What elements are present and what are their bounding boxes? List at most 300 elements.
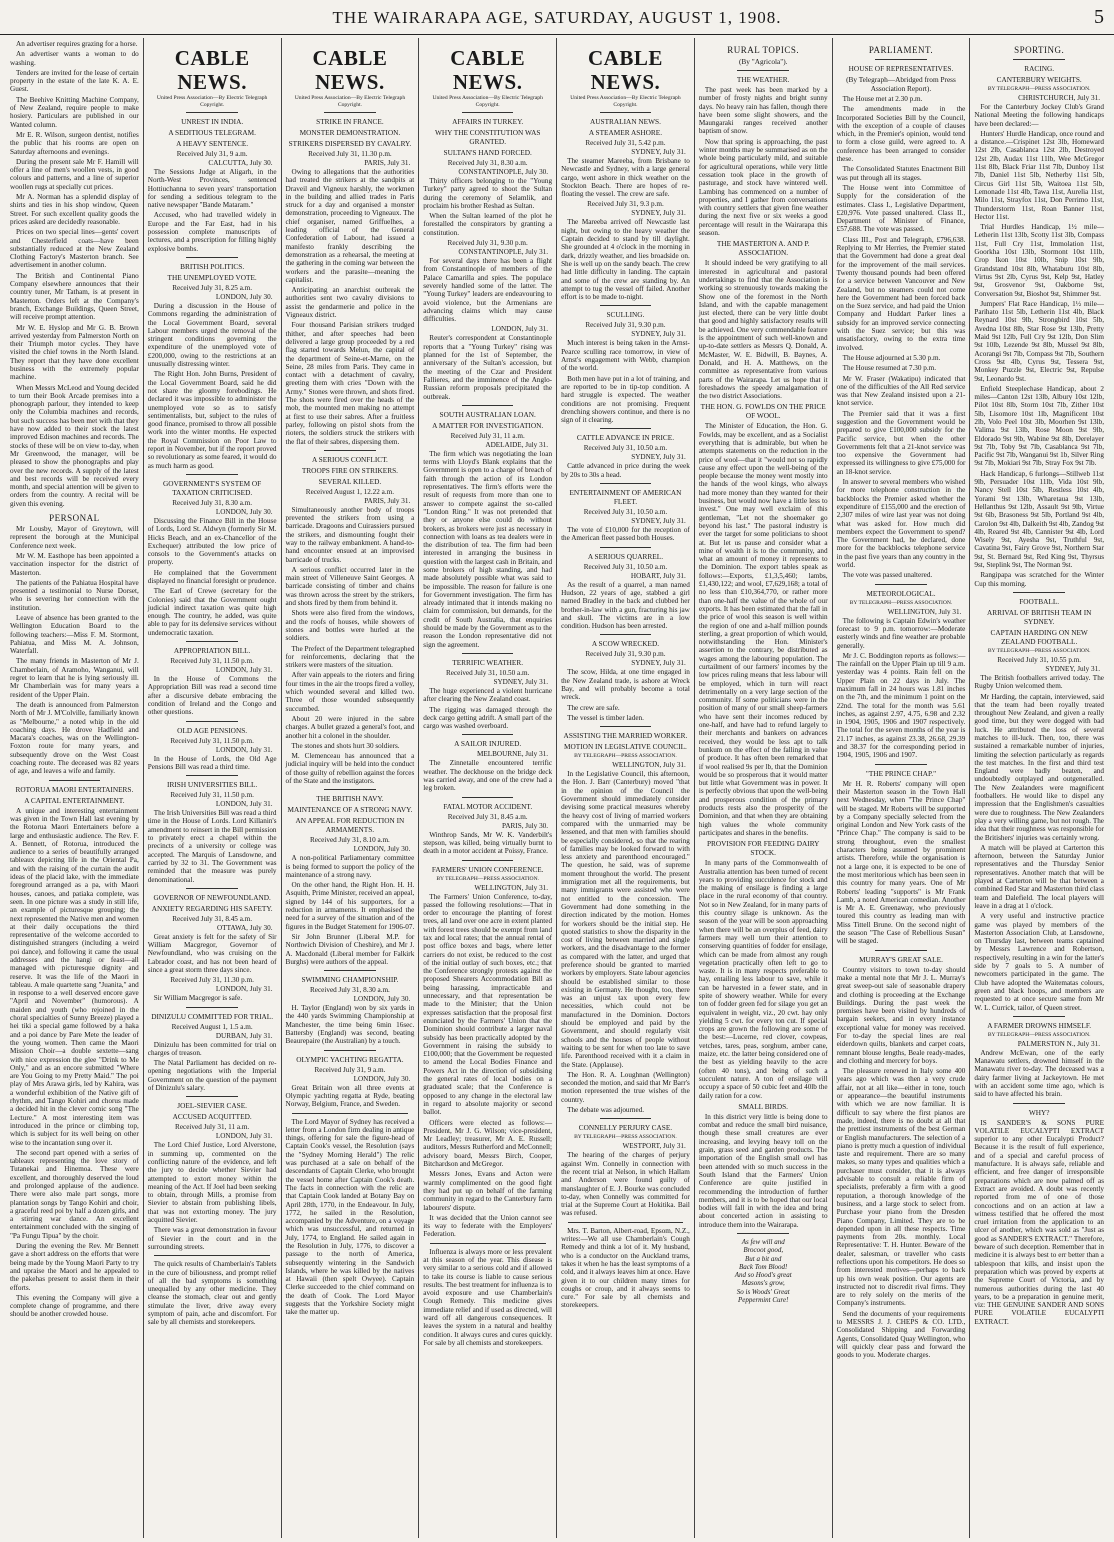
article-heading: THE WEATHER. [736, 75, 790, 84]
divider [186, 775, 238, 776]
article-heading: UNREST IN INDIA. [181, 117, 244, 126]
notice: During the present sale Mr F. Hamill will offer a line of men's woollen vests, in good colours and patterns, and a line of superior woollen rugs at specially cut prices. [10, 157, 139, 191]
article-paragraph: Mr H. R. Roberts' company will open their Masterton season in the Town Hall next Wednesday, when "The Prince Chap" will be staged. Mr Roberts will be supported by a Company specially selected from the original London and New York casts of the "Prince Chap." The company is said to be strong throughout, even the smallest characters being assumed by prominent artists. Therefore, while the organisation is not a large one, it is expected to be one of the most meritorious which has been seen in this country for many years. One of Mr Roberts' leading "supports" is Mr Frank Lamb, a noted American comedian. Another is Mr A. E. Greenaway, who previously toured this country as leading man with Miss Tittell Brune. On the second night of the season "The Case of Rebellious Susan" will be staged. [836, 779, 966, 946]
notice: Mr E. R. Wilson, surgeon dentist, notifies the public that his rooms are open on Saturday afternoons and evenings. [10, 130, 139, 156]
advertisement: The quick results of Chamberlain's Tablets in the cure of biliousness, and prompt relief of all the bad symptoms is something unequalled by any other medicine. They cleanse the stomach, clear out and gently stimulate the liver, drive away every symptom of pain, ache and discomfort. For sale by all chemists and storekeepers. [147, 1260, 277, 1327]
article-heading: SMALL BIRDS. [738, 1101, 789, 1111]
personal-item: The death is announced from Palmerston North of Mr J. M'Colville, familiarly known as "Melbourne," a noted whip in the old coaching days. He drove Hadfield and Macara's coaches, was on the Wellington-Foxton route for many years, and subsequently drove on the West Coast coaching route. The deceased was 82 years of age, and leaves a wife and family. [10, 700, 139, 776]
divider [324, 450, 376, 451]
received-line: Received July 31, 11.30 p.m. [170, 976, 254, 985]
article-subheading: A HEAVY SENTENCE. [176, 139, 249, 148]
article-heading: WHY? [1028, 1107, 1050, 1117]
article-heading: GOVERNOR OF NEWFOUNDLAND. [153, 892, 271, 902]
dateline: PALMERSTON N., July 31. [1017, 1039, 1100, 1048]
article-heading: A SERIOUS QUARREL. [587, 551, 664, 561]
article-paragraph: The hearing of the charges of perjury against Wm. Connelly in connection with the recent trial at Nelson, in which Hallam and Anderson were found guilty of manslaughter of E. J. Bourke was concluded to-day, when Connelly was committed for trial at the Supreme Court at Hokitika. Bail was refused. [561, 1151, 690, 1218]
article-heading: TERRIFIC WEATHER. [452, 657, 524, 667]
article-heading: A SCOW WRECKED. [591, 639, 660, 649]
article-heading: DINIZULU COMMITTED FOR TRIAL. [151, 1011, 274, 1021]
column-5 [557, 38, 695, 1538]
dateline: LONDON, July 30. [353, 845, 411, 854]
article-paragraph: Shots were also fired from the windows, and the roofs of houses, while showers of stones and bottles were hurled at the soldiers. [285, 609, 415, 643]
article-paragraph: This evening the Company will give a complete change of programme, and there should be another crowded house. [10, 1293, 139, 1319]
article-heading: FOOTBALL. [1019, 596, 1060, 606]
advertisement: Send the documents of your requirements to MESSRS J. J. CHEPS & CO. LTD., Consolidated Shipping and Forwarding Agents, Consolidated Quay Wellington, who will quickly clear pass and forward the goods to you. Moderate charges. [836, 1309, 966, 1360]
advertisement: IS SANDER'S & SONS PURE VOLATILE EUCALYPTI EXTRACT superior to any other Eucalypti Product? Because it is the result of full experience, and of a special and careful process of manufacture. It is always safe, reliable and efficient, and free danger of irresponsible preparations which are now palmed off as Extract are avoided. A doubt was recently reported from me of one of those concoctions and on an action at law a witness testified that he offered the most cruel irritation from the application to an ulcer of another, which was sold as "Just as good as SANDER'S EXTRACT." Therefore, beware of such deception. Remember that in medicine it is always best to err better than a tablespoon that kills, and insist upon the preparation which was proved by experts at the Supreme Court of Victoria, and by numerous authorities during the last 40 years, to be a preparation in genuine merit, viz: THE GENUINE SANDER AND SONS PURE VOLATILE EUCALYPTI EXTRACT. [974, 1118, 1104, 1326]
divider [186, 1096, 238, 1097]
article-paragraph: Thirty officers belonging to the "Young Turkey" party agreed to shoot the Sultan during the ceremony of Selamlik, and proclaim his brother Reshad as Sultan. [423, 177, 553, 210]
divider [324, 789, 376, 790]
article-heading: AFFAIRS IN TURKEY. [452, 117, 524, 126]
advertisement: Influenza is always more or less prevalent at this season of the year. This disease is very similar to a serious cold and if allowed to take its course is liable to cause serious results. The best treatment for influenza is to avoid exposure and use Chamberlain's Cough Remedy. This medicine gives immediate relief and if used as directed, will ward off all dangerous consequences. It leaves the system in a natural and healthy condition. It always cures and cures quickly. For sale by all chemists and storekeepers. [423, 1247, 553, 1347]
article-heading: A SAILOR INJURED. [454, 739, 522, 749]
article-paragraph: The Sessions Judge at Aligarh, in the North-West Provinces, sentenced Hottiuchanna to seven years' transportation for sending a seditious telegram to the native newspaper "Bande Mataram." [147, 168, 277, 210]
dateline: CALCUTTA, July 30. [208, 159, 273, 167]
article-heading: CONNELLY PERJURY CASE. [578, 1123, 673, 1133]
dateline: LONDON, July 31. [215, 800, 273, 809]
received-line: Received July 31, 11.30 p.m. [308, 150, 392, 158]
article-subheading: A CAPITAL ENTERTAINMENT. [24, 795, 125, 805]
telegraph-credit: BY TELEGRAPH—PRESS ASSOCIATION. [987, 86, 1091, 92]
wire-credit: United Press Association—By Electric Telegraph Copyright. [432, 95, 543, 108]
article-heading: THE BRITISH NAVY. [316, 794, 384, 804]
article-paragraph: Great anxiety is felt for the safety of Sir William Macgregor, Governor of Newfoundland, who was cruising on the Labrador coast, and has not been heard of since a great storm three days since. [147, 932, 277, 974]
article-paragraph: Now that spring is approaching, the past winter months may be summarised as on the whole being particularly mild, and suitable for agricultural operations, while very little cessation took place in the growth of pasturage, and stock have wintered well. Lambing has commenced on a number of properties, and I gather from conversations with country settlers that given fine weather during the next five or six weeks a good percentage will result in the Wairarapa this season. [698, 137, 828, 238]
article-paragraph: In many parts of the Commonwealth of Australia attention has been turned of recent years to providing succulence for stock and the making of ensilage is finding a large place in the rural economy of that country. Not so in New Zealand, for in many parts of this country silage is unknown. As the season of the year will be soon approaching when there will be an overplus of feed, dairy farmers may well turn their attention to conserving quantities of fodder for ensilage, which can be made from almost any rough vegetation practically often left to go to waste. It is in many respects preferable to hay, entailing less labour to save, while it can be harvested in a fewer state, and in spite of showery weather. While for every ton of fodder green fed for silage you get an equivalent in weight, viz., 20 cwt. hay only yielding 5 cwt. for every ton cut. If special crops are grown the following are some of the best:—Lucerne, red clover, cowpeas, vetches, tares, peas, sorghum, amber cane, maize, etc. the latter being considered one of the best as yielding heavily to the acre (often 40 tons), and being of such a succulent nature. A ton of ensilage will occupy a space of 50 cubic feet and 40lb the daily ration for a cow. [698, 859, 828, 1100]
article-paragraph: Dinizulu has been committed for trial on charges of treason. [147, 1040, 277, 1057]
article-heading: METEOROLOGICAL. [866, 588, 936, 598]
article-subheading: SULTAN'S HAND FORCED. [443, 148, 532, 157]
notice: When Messrs McLeod and Young decided to turn their Book Arcade premises into a phonograph parlour, they intended to keep only the Columbia machines and records, but such success has been met with that they have now added to their stock the latest improved Edison machines and records. The stocks of these will be on view to-day, when Mr Greenwood, the manager, will be pleased to show the phonographs and play over the new records. A supply of the latest and best records will be received every month, and special attention will be given to orders from the country. A recital will be given this evening. [10, 383, 139, 508]
masthead-title: THE WAIRARAPA AGE, SATURDAY, AUGUST 1, 1908. [332, 8, 782, 27]
divider [875, 950, 927, 951]
article-heading: "THE PRINCE CHAP." [865, 768, 937, 778]
article-paragraph: It was decided that the Union cannot see its way to federate with the Employers' Federation. [423, 1213, 553, 1239]
article-paragraph: Great Britain won all three events at Olympic yachting regatta at Ryde, beating Norway, Belgium, France, and Sweden. [285, 1083, 415, 1109]
article-paragraph: During a discussion in the House of Commons regarding the administration of the Local Government Board, several Labour members urged the removal of the stringent conditions governing the expenditure of the unemployed vote of £200,000, owing to the restrictions at an unusually distressing winter. [147, 301, 277, 369]
column-3 [282, 38, 420, 1538]
received-line: Received July 31, 11.50 p.m. [170, 657, 254, 666]
divider [600, 726, 652, 727]
column-1 [6, 38, 144, 1538]
dateline: SYDNEY, July 31. [631, 517, 686, 526]
received-line: Received July 31, 8.45 a.m. [447, 812, 528, 821]
dateline: SYDNEY, July 31. [493, 677, 549, 686]
byline: (By "Agricola"). [738, 57, 788, 66]
column-4 [419, 38, 557, 1538]
dateline: LONDON, July 31. [215, 985, 273, 994]
dateline: SYDNEY, July 31. [631, 209, 686, 218]
article-paragraph: Cattle advanced in price during the week by 20s to 30s a head. [561, 462, 690, 479]
article-paragraph: The House adjourned at 5.30 p.m. [842, 353, 941, 362]
article-heading: APPROPRIATION BILL. [173, 646, 251, 656]
divider [462, 797, 514, 798]
byline: (By Telegraph—Abridged from Press Association Report). [846, 75, 956, 93]
received-line: Received July 31, 9.3 p.m. [587, 200, 664, 209]
divider [462, 860, 514, 861]
received-line: Received July 31, 9.30 p.m. [585, 650, 666, 659]
article-subheading: WHY THE CONSTITUTION WAS GRANTED. [434, 128, 541, 146]
column-6 [695, 38, 833, 1538]
article-paragraph: In the House of Lords, the Old Age Pensions Bill was read a third time. [147, 754, 277, 771]
dateline: WELLINGTON, July 31. [887, 607, 962, 616]
notice: Mr W. E. Hyslop and Mr G. B. Brown arrived yesterday from Palmerston North on their Triumph motor cycles. They have visited the chief towns in the North Island. They report that they have done excellent business with the extremely popular machine. [10, 323, 139, 382]
article-paragraph: Sir John Brunner (Liberal M.P. for Northwich Division of Cheshire), and Mr J. A. Macdonald (Liberal member for Falkirk Burghs) were authors of the appeal. [285, 932, 415, 966]
received-line: Received July 31, 11 a.m. [450, 431, 525, 440]
divider [600, 634, 652, 635]
dateline: SYDNEY, July 31. [631, 330, 686, 339]
divider [186, 1007, 238, 1008]
article-paragraph: The House met at 2.30 p.m. [842, 95, 923, 103]
received-line: Received July 31, 10.50 a.m. [583, 508, 668, 517]
received-line: Received July 31, 9.30 p.m. [585, 321, 666, 330]
dateline: PARIS, July 31. [364, 496, 411, 505]
notice: Mr A. Norman has a splendid display of shirts and ties in his shop window, Queen Street. For such excellent quality goods the prices asked are decidedly reasonable. [10, 193, 139, 226]
article-paragraph: Trial Hurdles Handicap, 1½ mile—Letherin 11st 13lb, Scotty 11st 3lb, Compass 11st, Full Cry 11st, Immolation 11st, Goorkha 10st 13lb, Stormont 10st 11lb, Crop Ikon 10st 10lb, Snip 10st 9lb, Grandstand 10st 8lb, Whataburu 10st 8lb, Virtus 9st 2lb, Cyrus 9st, Kelp 9st, Hatley 9st, Grosvenor 9st, Oakborne 9st, Conversation 9st, Bioshot 9st, Shimmer 9st. [974, 223, 1104, 298]
article-paragraph: The Farmers' Union Conference, to-day, passed the following resolutions:—That in order to encourage the planting of forest trees, all land over one acre in extent planted with forest trees should be exempt from land tax and local rates; that the annual rental of post office boxes and bags, where letter carriers do not exist, be reduced to the cost of the initial outlay of such boxes, etc.; that the Conference strongly protests against the proposed Shearers Accommodation Bill as being harassing, impracticable and unnecessary, and that representation be made to the Minister; that the Union expresses satisfaction that the proposal first enunciated by the Farmers' Union that the Dominion should contribute a larger naval subsidy has been practically adopted by the Government in raising the subsidy to £100,000; that the Government be requested to amend the Local Bodies Finance and Powers Act in the direction of subsidising the general rates of local bodies on a graduated scale; that the Conference is opposed to any change in the electoral law in regard to absolute majority or second ballot. [423, 892, 553, 1117]
notice: Tenders are invited for the lease of certain property in the estate of the late K. A. E. Guest. [10, 68, 139, 94]
article-heading: THE HON. G. FOWLDS ON THE PRICE OF WOOL. [700, 402, 826, 421]
article-paragraph: The following is Captain Edwin's weather forecast to 9 p.m. tomorrow:—Moderate easterly winds and fine weather are probable generally. [836, 616, 966, 650]
article-paragraph: A non-political Parliamentary committee is being formed to support the policy of the maintenance of a strong navy. [285, 854, 415, 879]
divider [49, 780, 101, 781]
article-paragraph: In this district very little is being done to combat and reduce the small bird nuisance, though these small creatures are ever increasing, and levying heavy toll on the grain, grass seed and garden products. The importation of the English small owl has been attended with so much success in the South Island that the Farmers' Union Conference are quite justified in recommending the introduction of further members, and it is to be hoped that our local bodies will fall in with the idea and bring about concerted action in assisting to introduce them into the Wairarapa. [698, 1112, 828, 1229]
dateline: PARIS, July 30. [501, 821, 549, 830]
article-paragraph: Owing to allegations that the authorities had treated the strikers at the sandpits at Draveil and Vigneux harshly, the workmen in the building and allied trades in Paris struck for a day and organised a monster demonstration, proceeding to Vigneaux. The chief organiser, named Griffuelhes, a leading official of the General Confederation of Labour, had issued a manifesto frankly describing the demonstration as a rehearsal, the meeting at the gathering in the coming war between the workers and the parasite—meaning the capitalist. [285, 168, 415, 284]
article-paragraph: About 20 were injured in the sabre charges. A bullet grazed a general's foot, and another hit a colonel in the shoulder. [285, 714, 415, 740]
divider [462, 734, 514, 735]
divider [324, 112, 376, 113]
article-heading: OLD AGE PENSIONS. [177, 725, 248, 735]
dateline: WELLINGTON, July 31. [474, 883, 549, 892]
article-paragraph: M. Clemenceau has announced that a judicial inquiry will be held into the conduct of those guilty of rebellion against the forces of the State and the instigators. [285, 752, 415, 785]
cable-news-heading: CABLE NEWS. [174, 46, 250, 94]
wire-credit: United Press Association—By Electric Telegraph Copyright. [294, 95, 406, 108]
article-paragraph: The Consolidated Statutes Enactment Bill was put through all its stages. [836, 165, 966, 182]
telegraph-credit: BY TELEGRAPH—PRESS ASSOCIATION. [436, 875, 540, 882]
article-paragraph: Officers were elected as follows:—President, Mr J. G. Wilson; vice-president, Mr Leadley; treasurer, Mr A. E. Russell; auditors, Messrs Rutherford and McConnell; advisory board, Messrs Birch, Cooper, Bitchardson and McGregor. [423, 1118, 553, 1169]
dateline: SYDNEY, July 31. [1045, 664, 1100, 673]
column-8 [970, 38, 1108, 1538]
article-subheading: A STEAMER ASHORE. [588, 128, 663, 137]
article-paragraph: Rangipapa was scratched for the Winter Cup this morning. [974, 571, 1104, 588]
dateline: OTTAWA, July 30. [216, 923, 273, 932]
received-line: Received July 31, 8.30 a.m. [447, 159, 528, 167]
article-subheading: A MATTER FOR INVESTIGATION. [432, 420, 544, 430]
article-paragraph: The Prefect of the Department telegraphed for reinforcements, declaring that the strikers were masters of the situation. [285, 644, 415, 670]
received-line: Received July 31, 10.50 a.m. [583, 444, 668, 453]
divider [600, 428, 652, 429]
article-subheading: ACCUSED ACQUITTED. [172, 1112, 252, 1122]
divider [462, 405, 514, 406]
divider [600, 547, 652, 548]
divider [600, 305, 652, 306]
dateline: LONDON, July 31. [491, 325, 549, 334]
received-line: Received July 31, 5.42 p.m. [585, 139, 666, 147]
dateline: MELBOURNE, July 31. [476, 750, 549, 759]
article-subheading: STRIKERS DISPERSED BY CAVALRY. [288, 139, 412, 148]
dateline: CONSTANTINOPLE, July 30. [458, 168, 549, 176]
dateline: LONDON, July 30. [215, 507, 273, 516]
article-paragraph: As the result of a quarrel, a man named Hudson, 22 years of age, stabbed a girl named Bradley in the back and clubbed her brother-in-law with a gun, fracturing his jaw and skull. The victims are in a low condition. Hudson has been arrested. [561, 580, 690, 631]
article-paragraph: A serious conflict occurred later in the main street of Villeneuve Saint Georges. A barricade consisting of timber and chains was thrown across the street by the strikers, and shots fired by them from behind it. [285, 565, 415, 608]
article-paragraph: In answer to several members who wished for more telephone construction in the backblocks the Premier asked whether the expenditure of £155,000 and the erection of 2,307 miles of wire last year was not doing what was asked for. How much did members expect the Government to spend? The Government had, he declared, done more for the backblocks telephone service in the past five years than any country in the world. [836, 478, 966, 570]
divider [875, 764, 927, 765]
wire-credit: United Press Association—By Electric Telegraph Copyright. [156, 95, 268, 108]
article-paragraph: Hunters' Hurdle Handicap, once round and a distance.—Crispinet 12st 3lb, Homeward 12st 2lb, Casablanca 12st 2lb, Destroyed 12st 2lb, Audax 11st 11lb, Wee McGregor 11st 8lb, Black Friar 11st 7lb, Dunboy 11st 7lb, Daniel 11st 5lb, Netherby 11st 5lb, Circus Girl 11st 5lb, Waitoea 11st 5lb, Lemonade 11st 4lb, Tawa 11st, Aurelia 11st, Milo 11st, Strayfox 11st, Don Perrimo 11st, Thunderstorm 11st, Roan Banner 11st, Hector 11st. [974, 129, 1104, 221]
article-heading: FATAL MOTOR ACCIDENT. [443, 801, 533, 811]
article-paragraph: Anticipating an anarchist outbreak the authorities sent two cavalry divisions to assist the gendarmerie and police in the Vigneaux district. [285, 286, 415, 320]
divider [292, 1113, 408, 1114]
article-paragraph: The rigging was damaged through the deck cargo getting adrift. A small part of the cargo was washed overboard. [423, 705, 553, 731]
received-line: Received July 31, 8.30 a.m. [172, 498, 253, 507]
article-paragraph: H. Taylor (England) won by six yards in the 440 yards Swimming Championship at Manchester, the time being 6min 16sec. Battersby (England) was second, beating Beaurepaire (the Australian) by a touch. [285, 1004, 415, 1046]
article-paragraph: Discussing the Finance Bill in the House of Lords, Lord St. Aldwyn (formerly Sir M. Hicks Beach, and an ex-Chancellor of the Exchequer) attributed the low price of consols to the Government's attacks on property. [147, 516, 277, 567]
section-heading: SPORTING. [1014, 45, 1065, 55]
article-heading: THE MASTERTON A. AND P. ASSOCIATION. [716, 239, 810, 258]
dateline: LONDON, July 30. [353, 1074, 411, 1083]
article-paragraph: The House resumed at 7.30 p.m. [842, 364, 937, 373]
section-heading: PARLIAMENT. [868, 45, 934, 55]
article-heading: A SERIOUS CONFLICT. [311, 454, 388, 464]
article-subheading: A SEDITIOUS TELEGRAM. [168, 128, 256, 137]
divider [186, 888, 238, 889]
article-subheading: MONSTER DEMONSTRATION. [299, 128, 401, 137]
received-line: Received July 31, 8.10 a.m. [309, 836, 390, 845]
article-paragraph: In the Legislative Council, this afternoon, the Hon. J. Barr (Canterbury) moved "that in the opinion of the Council the Government should immediately consider devising some practical measures whereby the heavy cost of living of married workers compared with the unmarried may be lessened, and that men with families should be especially considered, so that the rearing of families may be looked forward to with less anxiety and parenthood encouraged." The question, he said, was of supreme moment throughout the world. The present immigration met all the requirements, but many immigrants were assisted who were not entitled to the concession. The Government had done something in the direction indicated by the motion. Homes for workers should be the initial step. He quoted statistics to show the disparity in the cost of living between married and single workers, and the disadvantage to the former as compared with the latter, and urged that preference should be granted to married workers by employers. State labour agencies should be established similar to those existing in Germany. He thought, too, there was an unjust tax upon every few necessities, which could not be manufactured in the Dominion. Doctors should be employed and paid by the Government, and should regularly visit schools and the houses of people without waiting to be sent for when too late to save life. Parenthood received with it a claim in the State. (Applause). [561, 770, 690, 1069]
personal-item: The patients of the Pahiatua Hospital have presented a testimonial to Nurse Dorset, who is severing her connection with the institution. [10, 578, 139, 612]
article-paragraph: The House went into Committee of Supply for the consideration of the estimates. Class I., Legislative Department, £20,976. Vote passed unaltered. Class II., Department of Minister of Finance, £57,688. The vote was passed. [836, 183, 966, 234]
received-line: Received July 31, 11.50 p.m. [170, 791, 254, 800]
article-paragraph: A match will be played at Carterton this afternoon, between the Saturday Junior representatives and the Thursday Senior representatives. Another match that will be played at Carterton will be that between a combined Red Star and Masterton third class team and Dalefield. The local players will leave in a drag at 1 o'clock. [974, 843, 1104, 910]
article-subheading: THE UNEMPLOYED VOTE. [167, 272, 257, 282]
article-paragraph: When the Sultan learned of the plot he forestalled the conspirators by granting a constitution. [423, 212, 553, 237]
article-paragraph: The vote was passed unaltered. [842, 571, 933, 580]
columns [6, 38, 1108, 1538]
received-line: Received July 31, 10.55 p.m. [997, 655, 1082, 664]
article-paragraph: The Irish Universities Bill was read a third time in the House of Lords. Lord Killanin's amendment to reinsert in the Bill permission to privately erect a chapel within the precincts of a university or college was accepted. The Marquis of Lansdowne, and carried by 32 to 31. The Government was reminded that the measure was purely denominational. [147, 809, 277, 884]
article-paragraph: Mr J. C. Boddington reports as follows:—The rainfall on the Upper Plain up till 9 a.m. yesterday was 4 points. Rain fell on the Upper Plain on 22 days in July. The maximum fall in 24 hours was 1.81 inches on the 7th, and the minimum 1 point on the 22nd. The total for the month was 5.61 inches, as against 2.97, 4.75, 6.98 and 2.32 in 1904, 1905, 1906 and 1907 respectively. The total for the seven months of the year is 21.17 inches, as against 23.38, 26.68, 29.39 and 38.37 for the corresponding period in 1904, 1905, 1906 and 1907. [836, 651, 966, 760]
article-subheading: AN APPEAL FOR REDUCTION IN ARMAMENTS. [295, 816, 405, 835]
article-paragraph: Mr W. Fraser (Wakatipu) indicated that one of the difficulties of the All Red service was that New Zealand insisted upon a 21-knot service. [836, 374, 966, 408]
divider [737, 1233, 789, 1234]
column-2 [144, 38, 282, 1538]
received-line: Received July 31, 8.30 a.m. [309, 986, 390, 995]
dateline: LONDON, July 30. [353, 995, 411, 1004]
divider [737, 70, 789, 71]
article-heading: CATTLE ADVANCE IN PRICE. [576, 433, 675, 443]
article-paragraph: Accused, who had travelled widely in Europe and the Far East, had in his possession complete manuscripts of lectures, and a prescription for filling highly explosive bombs. [147, 211, 277, 253]
article-paragraph: The Natal Parliament has decided on re-opening negotiations with the Imperial Government on the question of the payment of Dinizulu's salary. [147, 1059, 277, 1093]
article-subheading: CANTERBURY WEIGHTS. [996, 75, 1082, 84]
telegraph-credit: BY TELEGRAPH—PRESS ASSOCIATION. [849, 599, 953, 606]
dateline: LONDON, July 30. [215, 292, 273, 301]
article-heading: MURRAY'S GREAT SALE. [859, 954, 943, 964]
section-heading: PERSONAL [49, 513, 100, 524]
article-heading: SOUTH AUSTRALIAN LOAN. [439, 409, 536, 419]
dateline: WELLINGTON, July 31. [612, 761, 686, 770]
dateline: WESTPORT, July 31. [622, 1142, 686, 1151]
advertisement: Mrs. T. Barton, Albert-road, Epsom, N.Z., writes:—We all use Chamberlain's Cough Remedy and think a lot of it. My husband, who is a conductor on the Auckland trams, takes it when he has the least symptoms of a cold, and it always leaves him at once. Have given it to our children many times for coughs or croup, and it always seems to cure." For sale by all chemists and storekeepers. [561, 1226, 690, 1310]
dateline: LONDON, July 31. [215, 745, 273, 754]
received-line: Received July 31, 8.25 a.m. [172, 283, 253, 292]
received-line: Received July 31, 9.30 p.m. [447, 239, 528, 248]
notice: Prices on two special lines—gents' covert and Chesterfield coats—have been substantially reduced at the New Zealand Clothing Factory's Masterton branch. See advertisement in another column. [10, 228, 139, 270]
received-line: Received July 31, 8.45 a.m. [172, 914, 253, 923]
article-paragraph: The Right Hon. John Burns, President of the Local Government Board, said he did not share the gloomy forebodings. He declared it was impossible to administer the unemployed vote so as to satisfy sentimentalists, but, subject to the rules of good finance, promised to throw all possible work into the winter months. He expected the Royal Commission on Poor Law to report in November, but if the report proved so revolutionary as some feared, it would do as much harm as good. [147, 370, 277, 470]
article-paragraph: Sir William Macgregor is safe. [153, 994, 243, 1003]
article-paragraph: The Premier said that it was a first suggestion and the Government would be prepared to give £100,000 subsidy for the Pacific service, but when the other Governments felt that a 21-knot service was too expensive the Government had expressed its willingness to give £75,000 for an 18-knot service. [836, 409, 966, 476]
telegraph-credit: BY TELEGRAPH—PRESS ASSOCIATION. [987, 1031, 1091, 1038]
personal-item: The many friends in Masterton of Mr J. Chamberlain, of Aramoho, Wanganui, will regret to learn that he is lying seriously ill. Mr Chamberlain was for many years a resident of the Upper Plain. [10, 657, 139, 699]
column-7 [833, 38, 971, 1538]
masthead [0, 0, 1114, 35]
notice: An advertiser requires grazing for a horse. [16, 40, 138, 48]
article-paragraph: The Hon. R. A. Loughnan (Wellington) seconded the motion, and said that Mr Barr's motion represented the true wishes of the country. [561, 1070, 690, 1104]
article-paragraph: Jumpers' Flat Race Handicap, 1½ mile—Parihato 11st 5lb, Letherin 11st 4lb, Black Reynard 10st 9lb, Strongbird 10st 5lb, Avedna 10st 8lb, Star Rose 9st 13lb, Pretty Maid 9st 12lb, Full Cry 9st 12lb, Don Slim 9st 10lb, Lezende 9st 8lb, Mussel 9st 8lb, Acorangi 9st 7lb, Compass 9st 7lb, Southern Cross 9st 4lb, Cyrus 9st, Tessera 9st, Monkey Puzzle 9st, Electric 9st, Repulse 9st, Leonardo 9st. [974, 299, 1104, 383]
divider [154, 1255, 270, 1256]
article-paragraph: Enfield Steeplechase Handicap, about 2 miles—Canton 12st 13lb, Albury 10st 12lb, Pilot 10st 8lb, Storm 10st 7lb, Zither 10st 5lb, Lisomore 10st 1lb, Magnificent 10st 2lb, Volo Peel 10st 3lb, Moorhen 9st 13lb, Valima 9st 13lb, Rose Moon 9st 9lb, Eldorado 9st 9lb, Wabine 9st 8lb, Derelayer 9st 7lb, Toby 9st 7lb, Casablanca 9st 7lb, Pacific 9st 7lb, Wanganui 9st 1b, Silver Ring 9st 7lb, Mokiari 9st 7lb, Stray Fox 9st 7lb. [974, 384, 1104, 468]
article-paragraph: After vain appeals to the rioters and firing four times in the air the troops fired a volley, which wounded several and killed two. Three of those wounded subsequently succumbed. [285, 671, 415, 713]
divider [324, 970, 376, 971]
article-paragraph: He complained that the Government displayed no financial foresight or prudence. [147, 568, 277, 585]
article-heading: FARMERS' UNION CONFERENCE. [431, 864, 544, 874]
article-paragraph: The huge experienced a violent hurricane after clearing the New Zealand coast. [423, 686, 553, 704]
article-heading: JOEL-SIEVIER CASE. [177, 1101, 248, 1111]
divider [600, 483, 652, 484]
dateline: PARIS, July 31. [364, 159, 411, 167]
divider [186, 641, 238, 642]
article-paragraph: The debate was adjourned. [567, 1106, 645, 1115]
article-subheading: TROOPS FIRE ON STRIKERS. [301, 465, 398, 475]
dateline: LONDON, July 31. [215, 1132, 273, 1141]
article-subheading: CAPTAIN HARDING ON NEW ZEALAND FOOTBALL. [990, 627, 1088, 646]
dateline: SYDNEY, July 31. [631, 659, 686, 668]
article-paragraph: Hack Handicap, 6 furlongs—Stillweb 11st 9lb, Persuader 10st 11lb, Vida 10st 9lb, Nancy Stell 10st 5lb, Restless 10st 4lb, Yorami 9st 13lb, Wharetaua 9st 13lb, Hellanthus 9st 12lb, Assault 9st 9lb, Virtue 9st 6lb, Brasoness 9st 5lb, Portland 9st 4lb, Carolon 9st 4lb, Dalkeith 9st 4lb, Zandog 9st 4lb, Reared 9st 4lb, Cannister 9st 4lb, Lord Wisely 9st, Ayesha 9st, Truthful 9st, Cavatina 9st, Fairy Grove 9st, Northern Star 9st, St. Bernard 9st, Red King 9st, Thyrsus 9st, Steplink 9st, The Norman 9st. [974, 469, 1104, 570]
divider [430, 1243, 546, 1244]
article-paragraph: A unique and interesting entertainment was given in the Town Hall last evening by the Rotorua Maori Entertainers before a large and enthusiastic audience. The Rev. F. A. Bennett, of Rotorua, introduced the audience to a series of beautifully arranged tableaux depicting life in the Oriental Pa, and with the raising of the curtain the audit ideas of the placid lake, with the immediate foreground arranged as a pa, with Maori houses, canoes, and patiaka complete, was seen. In one picture was a study in still life, an example of picturesque grouping; the next represented the Native men and women at their daily occupations the third representative of the welcome accorded to distinguished strangers (including a weird poi dance), and following it came the usual addresses and the hangi or feast—all managed with picturesque dignity and reserve. It was the life of the Maori in tableau. A male quartette sang "Juanita," and in response to a well deserved encore gave "April and November" (humorous). A maiden and youth (who rejoined in the choral specialties of Sunny Breeze) played a hei tiki a special game followed by a haka and a poi dance by Pare Mete the leader of the young women. Then came the Maori Mission Choir—a double sextette—sang with nice expression the glee "Drink to Me Only," and as an encore submitted "Where are You Going to my Pretty Maid." The poi play of Mrs Arawa girls, led by Kahira, was a wonderful exhibition of the Native gift of rhythm, and Tango Kohiri and chorus made a decided hit in the clever comic song "The Lecture." A most interesting item was introduced in the prince or climbing top, which is subject for its well being on other wise to the incantation sung over it. [10, 806, 139, 1147]
article-paragraph: There was a great demonstration in favour of Sievier in the court and in the surrounding streets. [147, 1226, 277, 1251]
wire-credit: United Press Association—By Electric Telegraph Copyright. [570, 95, 681, 108]
article-heading: A FARMER DROWNS HIMSELF. [987, 1020, 1092, 1030]
article-paragraph: The past week has been marked by a number of frosty nights and bright sunny days. No heavy rain has fallen, though there have been some slight showers, and the Maungaraki ranges received another baptism of snow. [698, 86, 828, 136]
article-paragraph: The stones and shots hurt 30 soldiers. [291, 741, 400, 750]
article-paragraph: Country visitors to town to-day should make a mental note that Mr J. L. Murray's great sweep-out sale of seasonable drapery and clothing is proceeding at the Exchange Buildings. During the past week the premises have been visited by hundreds of bargain seekers, and in every instance exceptional value for money was received. For to-day the special lines are real eiderdown quilts, blankets and carpet coats, remnant blouse lengths, Beale ready-mades, and clothing and mercery for boys. [836, 965, 966, 1065]
dateline: LONDON, July 31. [215, 666, 273, 675]
divider [1013, 592, 1065, 593]
article-paragraph: The British footballers arrived today. The Rugby Union welcomed them. [974, 673, 1104, 691]
article-heading: IRISH UNIVERSITIES BILL. [167, 780, 258, 790]
notice: An advertiser wants a woman to do washing. [10, 50, 139, 67]
received-line: Received August 1, 12.22 a.m. [305, 487, 395, 496]
divider [600, 1118, 652, 1119]
cable-news-heading: CABLE NEWS. [588, 46, 663, 94]
dateline: DURBAN, July 31. [215, 1031, 273, 1040]
cable-news-heading: CABLE NEWS. [312, 46, 388, 94]
article-paragraph: The amendments made in the Incorporated Societies Bill by the Council, with the exception of a couple of clauses which, in the Premier's opinion, would tend to form a close guild, were agreed to. A conference has been arranged to consider these. [836, 105, 966, 164]
article-paragraph: The vote of £10,000 for the reception of the American fleet passed both Houses. [561, 526, 690, 543]
page-number: 5 [1094, 6, 1104, 28]
article-paragraph: For the Canterbury Jockey Club's Grand National Meeting the following handicaps have been declared:— [974, 103, 1104, 128]
article-paragraph: The Lord Chief Justice, Lord Alverstone, in summing up, commented on the conflicting nature of the evidence, and left the jury to decide whether Sievier had attempted to extort money within the meaning of the Act. If Joel had been seeking to obtain, through Mills, a promise from Sievier to abstain from publishing libels, that was not extorting money. The jury acquitted Sievier. [147, 1141, 277, 1225]
article-paragraph: A very useful and instructive practice game was played by members of the Masterton Association Club, at Lansdowne, on Thursday last, between teams captained by Messrs Lawrence and Robertson, respectively, resulting in a win for the latter's side by 7 goals to 5. A number of newcomers participated in the game. The Club have adopted the Waitematas colours, green and black hoops, and members are requested to at once secure same from Mr W. L. Currick, tailor, of Queen street. [974, 912, 1104, 1012]
article-paragraph: The Earl of Crewe (secretary for the Colonies) said that the Government ought judicial indirect taxation was quite high enough. The country, he added, was quite able to pay for its defensive services without undemocratic taxation. [147, 587, 277, 637]
divider [875, 584, 927, 585]
article-paragraph: The Minister of Education, the Hon. G. Fowlds, may be excellent, and as a Socialist everything that is admirable, but when he attempts statements on the reduction in the price of wool—that it "would not so rapidly cause any effect upon the well-being of the people because the money went mostly into the hands of the wool kings, who always had more money than they wanted for their business, but would now have a little less to invest." One may well exclaim of this gentleman, "Let not the shoemaker go beyond his last." The pastoral industry is ever the target for some politicians to shoot at. But let us pause and consider what a mine of wealth it is to the community, and what an amount of money it represents to the Dominion. The export tables speak as follows:—Exports, £1,3,5,460; lambs, £1,430,122; and wool, £7,629,168; a total of no less than £10,364,770, or rather more than one-half the value of the whole of our exports. It has been estimated that the fall in the price of wool this season is well within the region of one and a-half million pounds sterling, a great proportion of which would, notwithstanding the Hon. Minister's assertion to the contrary, be distributed as wages among the labouring population. The curtailment of our farmers' incomes by the low prices ruling means that less labour will be employed, which in turn will react detrimentally on a very large section of the community. If some politicians were in the position of many of our small sheep-farmers who have sent their incomes reduced by one-half, and have had to refund largely to their merchants and bankers on advances received, they would be less apt to talk bunkum on the effect of the falling in value of produce. It has often been remarked that if wool realised 9s per lb, that the Dominion would be so prosperous that it would matter but little what Government was in power. It is perfectly obvious that upon the well-being and prosperous condition of the primary products rests also the prosperity of the Dominion, and that when they are obtaining high values the whole community participates and shares in the benefits. [698, 422, 828, 837]
divider [324, 1050, 376, 1051]
divider [186, 474, 238, 475]
article-heading: SWIMMING CHAMPIONSHIP. [301, 975, 399, 985]
article-paragraph: Simultaneously another body of troops prevented the strikers from using a barricade. Dragoons and Cuirassiers pursued the strikers, and dismounting fought their way to the railway embankment. A hand-to-hand encounter ensued at an improvised barricade of trucks. [285, 505, 415, 564]
received-line: Received July 31, 11.50 p.m. [170, 736, 254, 745]
article-paragraph: The crew are safe. [567, 703, 620, 712]
article-paragraph: The firm which was negotiating the loan terms with Lloyd's Blank explains that the Government is open to a charge of breach of faith through the action of its London representatives. The firm's efforts were the result of requests from more than one to answer to compete against the so-called "London Ring." It was not pretended that they or anyone else could do without brokers, as brokers were just as necessary in connection with loans as tea dealers were in the distribution of tea. The firm had been interested in arranging the business in question with the largest cash in Britain, and some brokers of high standing, and had made absolutely possible what was said to be impossible. The reason for failure is one for Government investigation. The firm has already intimated that it intends making no claim for commission, but demands, for the credit of South Australia, that enquiries should be made by the Government as to the reason the London representative did not sign the agreement. [423, 449, 553, 649]
divider [875, 59, 927, 60]
received-line: Received July 31, 9 a.m. [314, 1065, 386, 1074]
article-paragraph: The steamer Mareeba, from Brisbane to Newcastle and Sydney, with a large general cargo, went ashore in thick weather on the Stockton Beach. There are hopes of re-floating the vessel. The crew are safe. [561, 157, 690, 199]
article-paragraph: Reuter's correspondent at Constantinople reports that a "Young Turkey" rising was planned for the 1st of September, the anniversary of the Sultan's accession, but the meeting of the Czar and President Fallieres, and the imminence of the Anglo-Russian reform proposals precipitated the outbreak. [423, 334, 553, 401]
article-paragraph: Both men have put in a lot of training, and are reported to be in tip-top condition. A hard struggle is expected. The weather conditions are not promising. Frequent drenching showers continue, and there is no sign of it clearing. [561, 374, 690, 425]
article-paragraph: Class III., Post and Telegraph, £796,638. Replying to Mr Herries, the Premier stated that the Government had done a great deal for the improvement of the mail services. Twenty thousand pounds had been offered for a service between Vancouver and New Zealand, but no steamers could not come here the Government had been forced back on the Suez service, and had paid the Union Company and Huddart Parker lines a subsidy for an improved service connecting with the Suez service; but this was unsatisfactory, owing to the extra time involved. [836, 235, 966, 352]
article-paragraph: Mr Harding, the captain, interviewed, said that the team had been royally treated throughout New Zealand, and given a really good time, but they were dogged with bad luck. He attributed the loss of several matches to ill-luck. Then, too, there was sustained a remarkable number of injuries, limiting the selection particularly as regards the test matches. In the first and third test England were badly beaten, and undoubtedly outplayed and outgeneralled. The New Zealanders were magnificent footballers. He would like to dispel any impression that the Englishmen's casualties were due to roughness. The New Zealanders play a very willing game, but not rough. The idea that their roughness was responsible for the Britishers' injuries was certainly wrong. [974, 692, 1104, 842]
article-paragraph: Andrew McEwan, one of the early Manawatu settlers, drowned himself in the Manawatu river to-day. The deceased was a dairy farmer living at Jackeytown. He met with an accident some time ago, which is said to have affected his brain. [974, 1048, 1104, 1099]
divider [600, 112, 652, 113]
article-heading: OLYMPIC YACHTING REGATTA. [296, 1054, 404, 1064]
article-heading: SCULLING. [606, 310, 645, 320]
telegraph-credit: BY TELEGRAPH—PRESS ASSOCIATION. [987, 647, 1091, 654]
article-paragraph: The vessel is timber laden. [567, 713, 644, 722]
divider [462, 653, 514, 654]
notice: The Beehive Knitting Machine Company, of New Zealand, require people to make hosiery. Particulars are published in our Wanted column. [10, 95, 139, 129]
divider [568, 1222, 684, 1223]
telegraph-credit: BY TELEGRAPH—PRESS ASSOCIATION. [574, 753, 677, 760]
personal-item: Leave of absence has been granted to the Wellington Education Board to the following teachers:—Miss F. M. Stormont, Pahiatua, and Miss M. A. Johnson, Waterfall. [10, 614, 139, 656]
advertisement: The pleasure renewed in Italy some 400 years ago which was then a very crude affair, not at all like—either in tone, touch or appearance—the beautiful instruments with which we are now familiar. It is difficult to say where the first pianos are made, indeed, there is no doubt at all that the prettiest instruments of the best German or English manufacturers. The selection of a piano is pretty much a question of individual taste and requirement. There are so many makes, so many types and qualities which a purchaser must consider, that it is always advisable to consult a reliable firm of specialists, preferably a firm with a good reputation, a thorough knowledge of the business, and a large stock to select from. Purchase your piano from the Dresden Piano Company, Limited. They are to be depended upon in all these respects. Time payments from 20s. monthly. Local Representative: T. H. Hunter. Beware of the dealer, salesman, or traveller who casts reflections upon his competitors. He does so from interested motives—perhaps to back up his own weak position. Our agents are instructed not to discredit rival firms. They are to rely solely on the merits of the Company's instruments. [836, 1067, 966, 1308]
article-paragraph: The scow, Hilda, at one time engaged in the New Zealand trade, is ashore at Wreck Bay, and will probably become a total wreck. [561, 668, 690, 702]
article-subheading: MAINTENANCE OF A STRONG NAVY. [287, 805, 413, 815]
dateline: CHRISTCHURCH, July 31. [1018, 94, 1100, 102]
article-paragraph: The Lord Mayor of Sydney has received a letter from a London firm dealing in antique things, offering for sale the figure-head of Captain Cook's vessel, the Resolution (says the "Sydney Morning Herald") The relic was purchased at a sale on behalf of the descendants of Captain Clerke, who brought the vessel home after Captain Cook's death. The facts in connection with the relic are that Captain Cook landed at Botany Bay on April 28th, 1770, in the Endeavour. In July, 1772, he sailed in the Resolution, accompanied by the Adventure, on a voyage which was unsuccessful, and returned in July, 1774, to England. He sailed again in the Resolution in July, 1776, to discover a passage to the north of America, subsequently wintering in the Sandwich Islands, where he was killed by the natives at Hawaii (then spelt Owyee). Captain Clerke succeeded to the chief command on the death of Cook. The Lord Mayor suggests that the Yorkshire Society might take the matter up. [285, 1117, 415, 1317]
article-heading: AUSTRALIAN NEWS. [589, 117, 661, 126]
cable-news-heading: CABLE NEWS. [450, 46, 526, 94]
divider [1013, 1016, 1065, 1017]
dateline: ADELAIDE, July 31. [485, 440, 549, 449]
article-subheading: SEVERAL KILLED. [318, 476, 382, 486]
article-subheading: MOTION IN LEGISLATIVE COUNCIL. [564, 742, 687, 752]
received-line: Received July 31, 10.50 a.m. [445, 668, 530, 677]
dateline: CONSTANTINOPLE, July 31. [458, 248, 549, 257]
received-line: Received August 1, 1.5 a.m. [171, 1022, 253, 1031]
received-line: Received July 31, 10.50 a.m. [583, 562, 668, 571]
received-line: Received July 31, 9 a.m. [176, 150, 248, 158]
article-heading: GOVERNMENT'S SYSTEM OF TAXATION CRITICISED. [163, 478, 262, 497]
article-subheading: ARRIVAL OF BRITISH TEAM IN SYDNEY. [986, 607, 1092, 626]
received-line: Received July 31, 11 a.m. [175, 1123, 250, 1132]
article-heading: ENTERTAINMENT OF AMERICAN FLEET. [569, 488, 682, 507]
article-paragraph: For several days there has been a flight from Constantinople of members of the Palace Camarilla and spies. The populace severely handled some of the latter. The "Young Turkey" leaders are endeavouring to avoid violence, but the Armenians are advancing claims which may cause difficulties. [423, 257, 553, 324]
article-paragraph: The second part opened with a series of tableaux representing the love story of Tutanekai and Hinemoa. These were excellent, and thoroughly deserved the loud and prolonged applause of the audience. There were also male part songs, more plantation songs by Tango Kohiri and choir, a graceful reed poi by half a dozen girls, and a stirring war dance. An excellent entertainment concluded with the singing of "Pa Fungu Tipua" by the choir. [10, 1148, 139, 1240]
advertisement-verse: As few will and Brocoot good, But a bit and Back Tom Blood! And so Hood's great Masons's grow, So is Woods' Great Peppermint Cure! [734, 1238, 792, 1305]
article-paragraph: Much interest is being taken in the Arnst-Pearce sculling race tomorrow, in view of Arnst's engagement with Webb, champion of the world. [561, 339, 690, 373]
dateline: HOBART, July 31. [630, 571, 686, 580]
article-heading: ASSISTING THE MARRIED WORKER. [563, 731, 688, 741]
article-heading: PROVISION FOR FEEDING DAIRY STOCK. [706, 839, 820, 858]
telegraph-credit: BY TELEGRAPH—PRESS ASSOCIATION. [574, 1134, 677, 1141]
personal-item: Mr Lousby, Mayor of Greytown, will represent the borough at the Municipal Conference next week. [10, 525, 139, 550]
divider [1013, 59, 1065, 60]
article-paragraph: On the other hand, the Right Hon. H. H. Asquith, Prime Minister, received an appeal, signed by 144 of his supporters, for a reduction in armaments. It emphasised the need for a survey of the situation and of the figures in the Budget Statement for 1906-07. [285, 881, 415, 931]
article-paragraph: Winthrop Sands, Mr W. K. Vanderbilt's stepson, was killed, being virtually burnt to death in a motor accident at Poissy, France. [423, 830, 553, 856]
